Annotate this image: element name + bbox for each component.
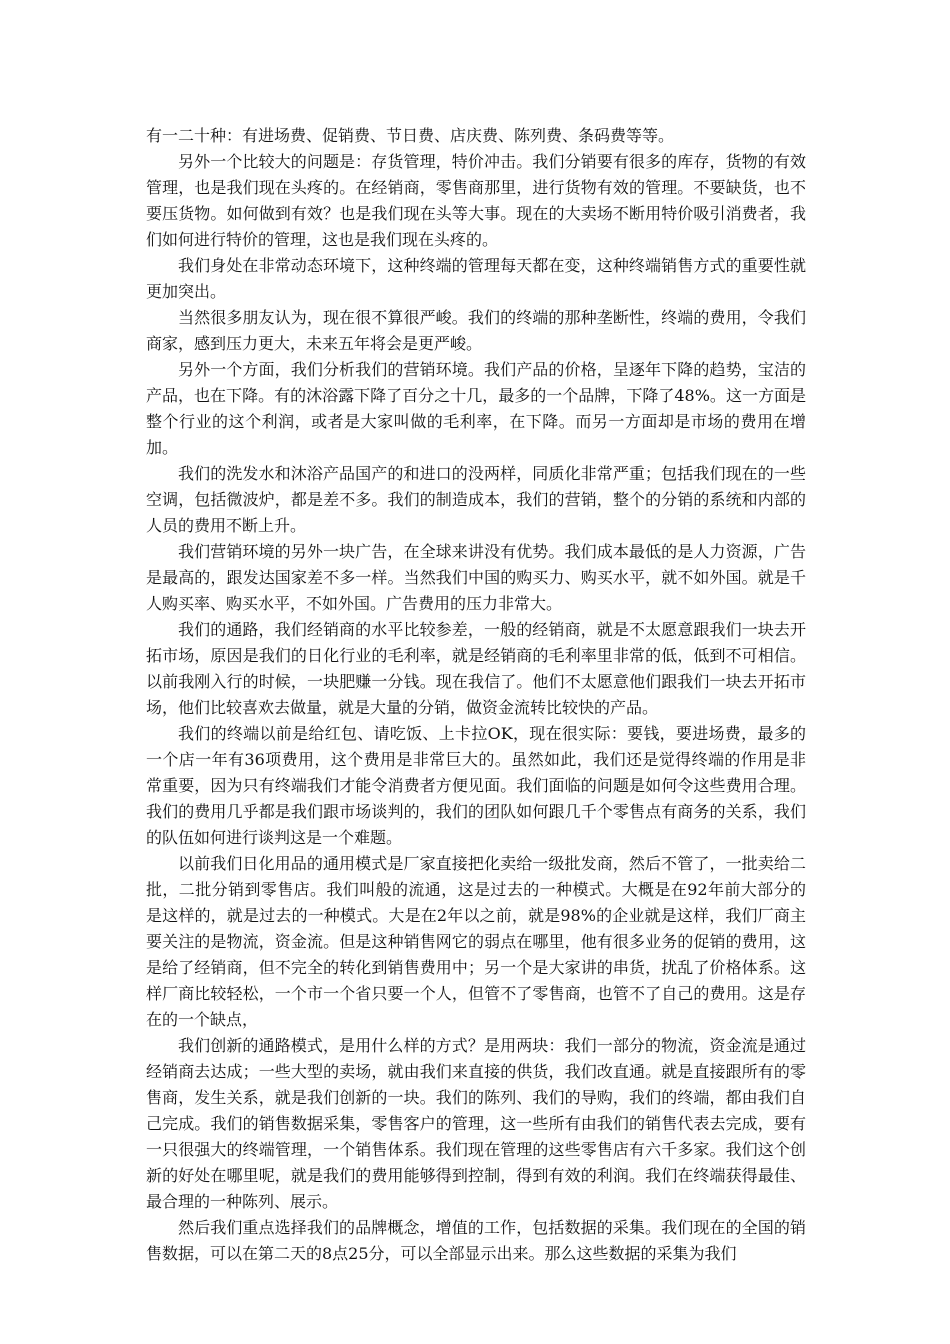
paragraph: 我们营销环境的另外一块广告，在全球来讲没有优势。我们成本最低的是人力资源，广告是最高的，跟发达国家差不多一样。当然我们中国的购买力、购买水平，就不如外国。就是千人购买率、购买水平，不如外国。广告费用的压力非常大。 <box>146 542 806 613</box>
paragraph: 另外一个比较大的问题是：存货管理，特价冲击。我们分销要有很多的库存，货物的有效管理，也是我们现在头疼的。在经销商，零售商那里，进行货物有效的管理。不要缺货，也不要压货物。如何做到有效？也是我们现在头等大事。现在的大卖场不断用特价吸引消费者，我们如何进行特价的管理，这也是我们现在头疼的。 <box>146 152 806 249</box>
paragraph: 我们创新的通路模式，是用什么样的方式？是用两块：我们一部分的物流，资金流是通过经销商去达成；一些大型的卖场，就由我们来直接的供货，我们改直通。就是直接跟所有的零售商，发生关系，就是我们创新的一块。我们的陈列、我们的导购，我们的终端，都由我们自己完成。我们的销售数据采集，零售客户的管理，这一些所有由我们的销售代表去完成，要有一只很强大的终端管理，一个销售体系。我们现在管理的这些零售店有六千多家。我们这个创新的好处在哪里呢，就是我们的费用能够得到控制，得到有效的利润。我们在终端获得最佳、最合理的一种陈列、展示。 <box>146 1036 806 1211</box>
paragraph: 我们身处在非常动态环境下，这种终端的管理每天都在变，这种终端销售方式的重要性就更加突出。 <box>146 256 806 301</box>
paragraph: 有一二十种：有进场费、促销费、节日费、店庆费、陈列费、条码费等等。 <box>146 126 675 145</box>
paragraph: 另外一个方面，我们分析我们的营销环境。我们产品的价格，呈逐年下降的趋势，宝洁的产品，也在下降。有的沐浴露下降了百分之十几，最多的一个品牌，下降了48%。这一方面是整个行业的这个利润，或者是大家叫做的毛利率，在下降。而另一方面却是市场的费用在增加。 <box>146 360 806 457</box>
paragraph: 以前我们日化用品的通用模式是厂家直接把化卖给一级批发商，然后不管了，一批卖给二批，二批分销到零售店。我们叫般的流通，这是过去的一种模式。大概是在92年前大部分的是这样的，就是过去的一种模式。大是在2年以之前，就是98%的企业就是这样，我们厂商主要关注的是物流，资金流。但是这种销售网它的弱点在哪里，他有很多业务的促销的费用，这是给了经销商，但不完全的转化到销售费用中；另一个是大家讲的串货，扰乱了价格体系。这样厂商比较轻松，一个市一个省只要一个人，但管不了零售商，也管不了自己的费用。这是存在的一个缺点， <box>146 854 806 1029</box>
paragraph: 然后我们重点选择我们的品牌概念，增值的工作，包括数据的采集。我们现在的全国的销售数据，可以在第二天的8点25分，可以全部显示出来。那么这些数据的采集为我们 <box>146 1218 806 1263</box>
paragraph: 当然很多朋友认为，现在很不算很严峻。我们的终端的那种垄断性，终端的费用，令我们商家，感到压力更大，未来五年将会是更严峻。 <box>146 308 806 353</box>
paragraph: 我们的洗发水和沐浴产品国产的和进口的没两样，同质化非常严重；包括我们现在的一些空调，包括微波炉，都是差不多。我们的制造成本，我们的营销，整个的分销的系统和内部的人员的费用不断上升。 <box>146 464 806 535</box>
paragraph: 我们的通路，我们经销商的水平比较参差，一般的经销商，就是不太愿意跟我们一块去开拓市场，原因是我们的日化行业的毛利率，就是经销商的毛利率里非常的低，低到不可相信。以前我刚入行的时候，一块肥赚一分钱。现在我信了。他们不太愿意他们跟我们一块去开拓市场，他们比较喜欢去做量，就是大量的分销，做资金流转比较快的产品。 <box>146 620 806 717</box>
paragraph: 我们的终端以前是给红包、请吃饭、上卡拉OK，现在很实际：要钱，要进场费，最多的一个店一年有36项费用，这个费用是非常巨大的。虽然如此，我们还是觉得终端的作用是非常重要，因为只有终端我们才能令消费者方便见面。我们面临的问题是如何令这些费用合理。我们的费用几乎都是我们跟市场谈判的，我们的团队如何跟几千个零售点有商务的关系，我们的队伍如何进行谈判这是一个难题。 <box>146 724 806 847</box>
document-body <box>146 123 806 1267</box>
